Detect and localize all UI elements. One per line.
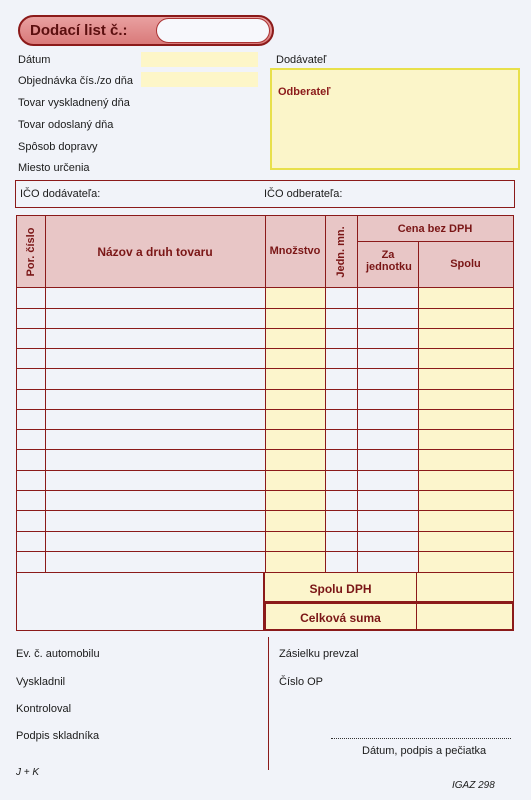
supplier-label: Dodávateľ [276,54,327,66]
buyer-ico-label: IČO odberateľa: [264,188,343,200]
col-total-header: Spolu [450,258,481,270]
id-number-label: Číslo OP [279,676,324,688]
form-code-left: J + K [16,767,40,778]
received-by-label: Zásielku prevzal [279,648,359,660]
vehicle-number-label: Ev. č. automobilu [16,648,100,660]
document-number-field[interactable] [156,18,270,43]
grand-total-label: Celková suma [300,611,381,625]
buyer-label: Odberateľ [278,86,331,98]
order-label: Objednávka čís./zo dňa [18,75,133,87]
storekeeper-signature-label: Podpis skladníka [16,730,100,742]
transport-label: Spôsob dopravy [18,141,98,153]
dispatched-date-label: Tovar vyskladnený dňa [18,97,130,109]
form-code-right: IGAZ 298 [452,780,495,791]
checked-by-label: Kontroloval [16,703,72,715]
supplier-ico-label: IČO dodávateľa: [20,188,101,200]
col-price-group-header: Cena bez DPH [397,223,473,235]
signature-label: Dátum, podpis a pečiatka [362,745,487,757]
vat-total-label: Spolu DPH [309,582,372,596]
signature-line[interactable] [331,738,511,739]
order-field[interactable] [141,72,258,87]
date-field[interactable] [141,52,258,67]
page-title: Dodací list č.: [30,22,128,39]
footer-divider [268,637,269,770]
buyer-box[interactable] [270,68,520,170]
col-quantity-header: Množstvo [269,245,321,257]
destination-label: Miesto určenia [18,162,90,174]
shipped-date-label: Tovar odoslaný dňa [18,119,114,131]
col-name-header: Názov a druh tovaru [97,245,213,259]
date-label: Dátum [18,54,51,66]
totals-left-area [16,573,264,631]
col-unit-header: Jedn. mn. [335,226,347,278]
col-unit-price-header: Za jednotku [366,249,412,273]
dispatched-by-label: Vyskladnil [16,676,66,688]
items-table [16,215,514,573]
col-number-header: Por. číslo [25,227,37,277]
